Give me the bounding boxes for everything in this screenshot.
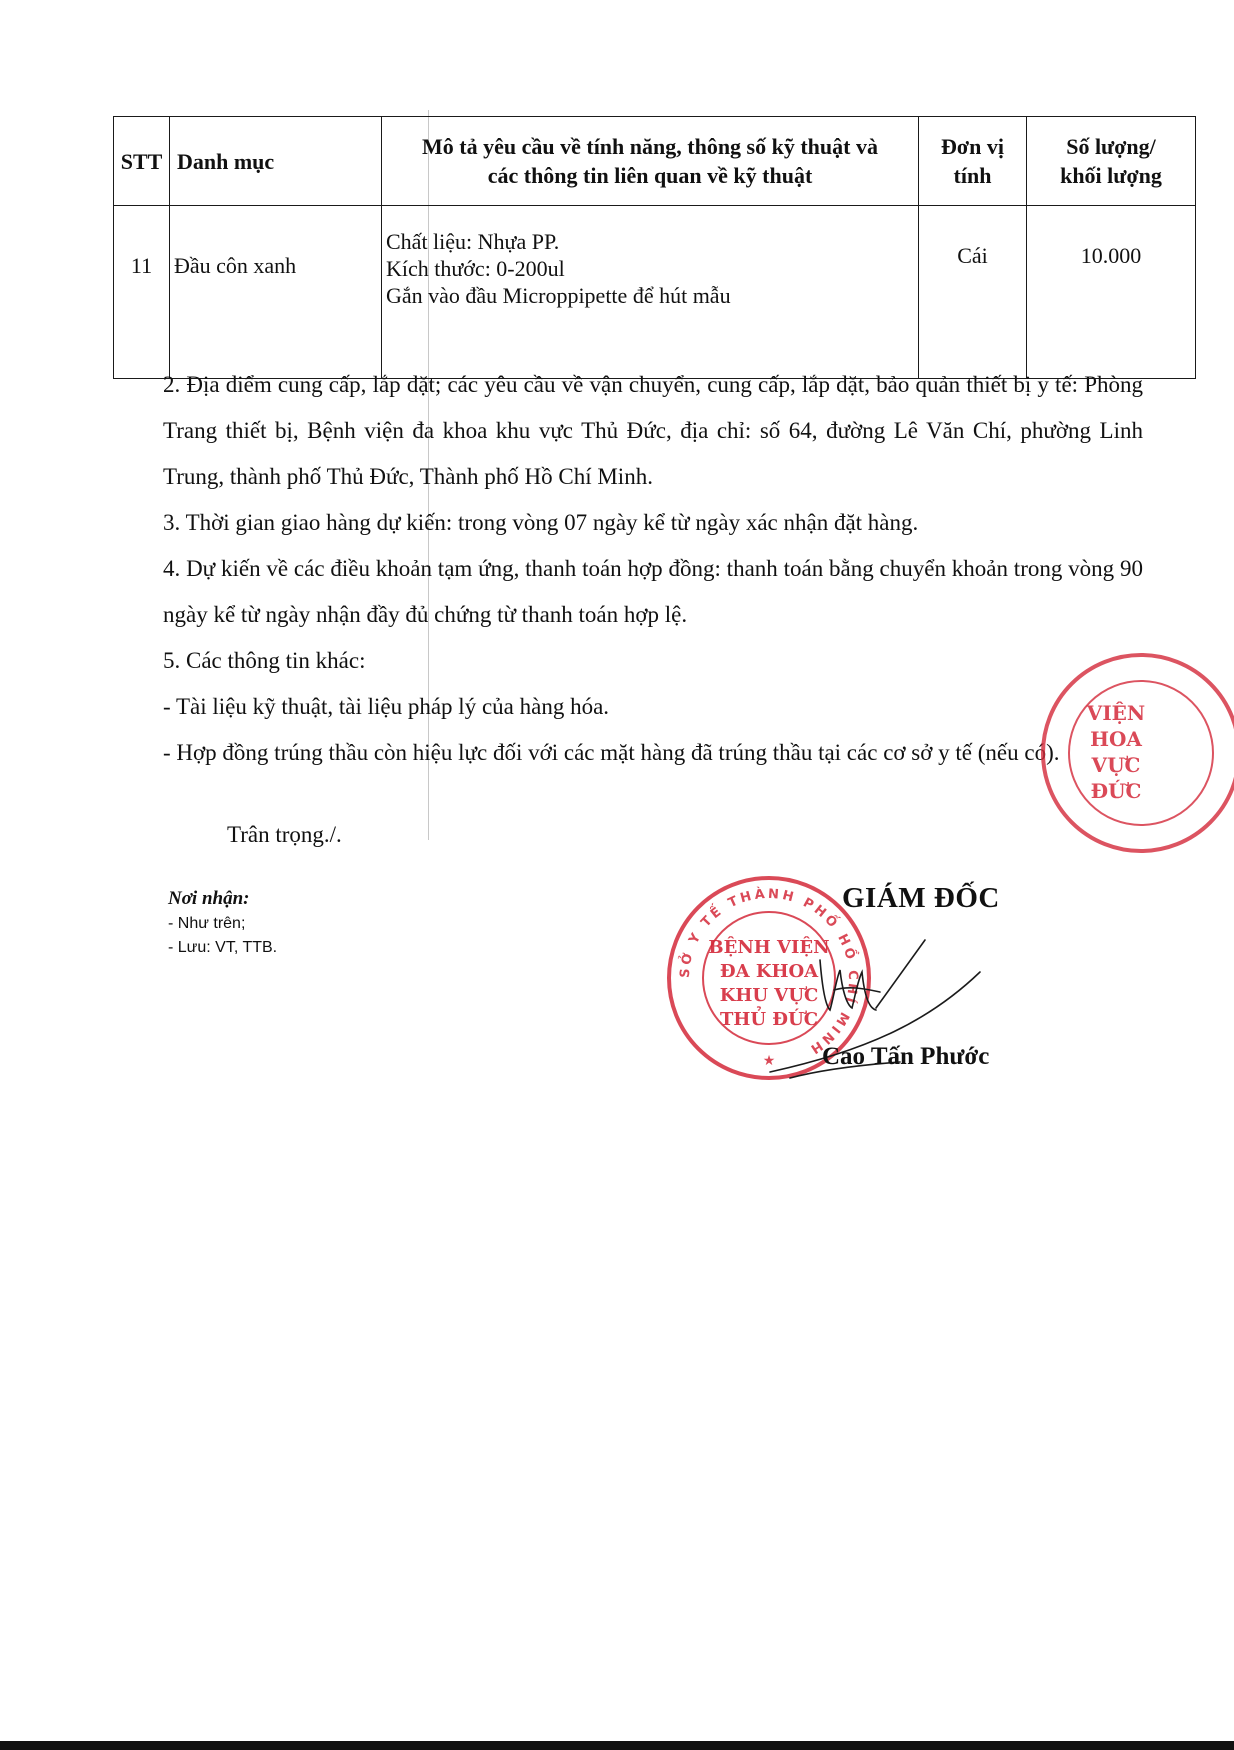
header-quantity-line1: Số lượng/ [1066,134,1156,159]
stamp-line: BỆNH VIỆN [708,937,830,958]
bullet-contracts: - Hợp đồng trúng thầu còn hiệu lực đối với các mặt hàng đã trúng thầu tại các cơ sở y tế (nếu có). [163,740,1060,765]
paragraph-item-2: 2. Địa điểm cung cấp, lắp đặt; các yêu cầu về vận chuyển, cung cấp, lắp đặt, bảo quản thiết bị y tế: Phòng Trang thiết bị, Bệnh viện đa khoa khu vực Thủ Đức, địa chỉ: số 64, đường Lê Văn Chí, phường Linh Trung, thành phố Thủ Đức, Thành phố Hồ Chí Minh. [163,372,1143,489]
table-header-row [114,117,1196,206]
cell-description [382,206,919,379]
recipient-item: - Lưu: VT, TTB. [168,939,278,956]
header-unit-line1: Đơn vị [941,134,1004,159]
recipient-item: - Như trên; [168,915,246,932]
description-line: Kích thước: 0-200ul [386,256,565,281]
partial-stamp-seal [1036,648,1234,858]
letter-body [163,362,1146,776]
svg-text:VỰC: VỰC [1091,753,1141,777]
paragraph-item-5: 5. Các thông tin khác: [163,648,366,673]
header-quantity [1027,117,1196,206]
stamp-ring-text: SỞ Y TẾ THÀNH PHỐ HỒ CHÍ MINH [677,886,861,1058]
cell-quantity: 10.000 [1027,206,1196,379]
header-unit-line2: tính [953,163,992,188]
svg-text:ĐỨC: ĐỨC [1090,779,1142,803]
stamp-star-icon: ★ [762,1054,776,1069]
svg-text:HOA: HOA [1090,727,1142,751]
cell-stt: 11 [114,206,170,379]
recipients-block [168,888,277,960]
header-category: Danh mục [170,117,382,206]
header-description-line1: Mô tả yêu cầu về tính năng, thông số kỹ thuật và [422,134,878,159]
cell-category: Đầu côn xanh [170,206,382,379]
requirements-table [113,116,1196,379]
stamp-line: THỦ ĐỨC [719,1009,819,1030]
table-row [114,206,1196,379]
closing-phrase: Trân trọng./. [227,822,342,847]
stamp-line: KHU VỰC [719,985,819,1006]
bullet-documents: - Tài liệu kỹ thuật, tài liệu pháp lý của hàng hóa. [163,694,610,719]
paragraph-item-4: 4. Dự kiến về các điều khoản tạm ứng, thanh toán hợp đồng: thanh toán bằng chuyển khoản trong vòng 90 ngày kể từ ngày nhận đầy đủ chứng từ thanh toán hợp lệ. [163,556,1143,627]
header-description [382,117,919,206]
description-line: Gắn vào đầu Microppipette để hút mẫu [386,283,731,308]
stamp-line: ĐA KHOA [719,961,819,982]
header-description-line2: các thông tin liên quan về kỹ thuật [487,163,813,188]
recipients-title: Nơi nhận: [168,888,250,909]
paragraph-item-3: 3. Thời gian giao hàng dự kiến: trong vòng 07 ngày kể từ ngày xác nhận đặt hàng. [163,510,919,535]
description-line: Chất liệu: Nhựa PP. [386,229,560,254]
signer-title: GIÁM ĐỐC [842,882,1000,914]
signer-name: Cao Tấn Phước [822,1043,990,1070]
cell-unit: Cái [919,206,1027,379]
header-quantity-line2: khối lượng [1060,163,1162,188]
svg-text:VIỆN: VIỆN [1086,701,1146,725]
header-stt: STT [114,117,170,206]
scan-bottom-edge [0,1741,1234,1750]
header-unit [919,117,1027,206]
